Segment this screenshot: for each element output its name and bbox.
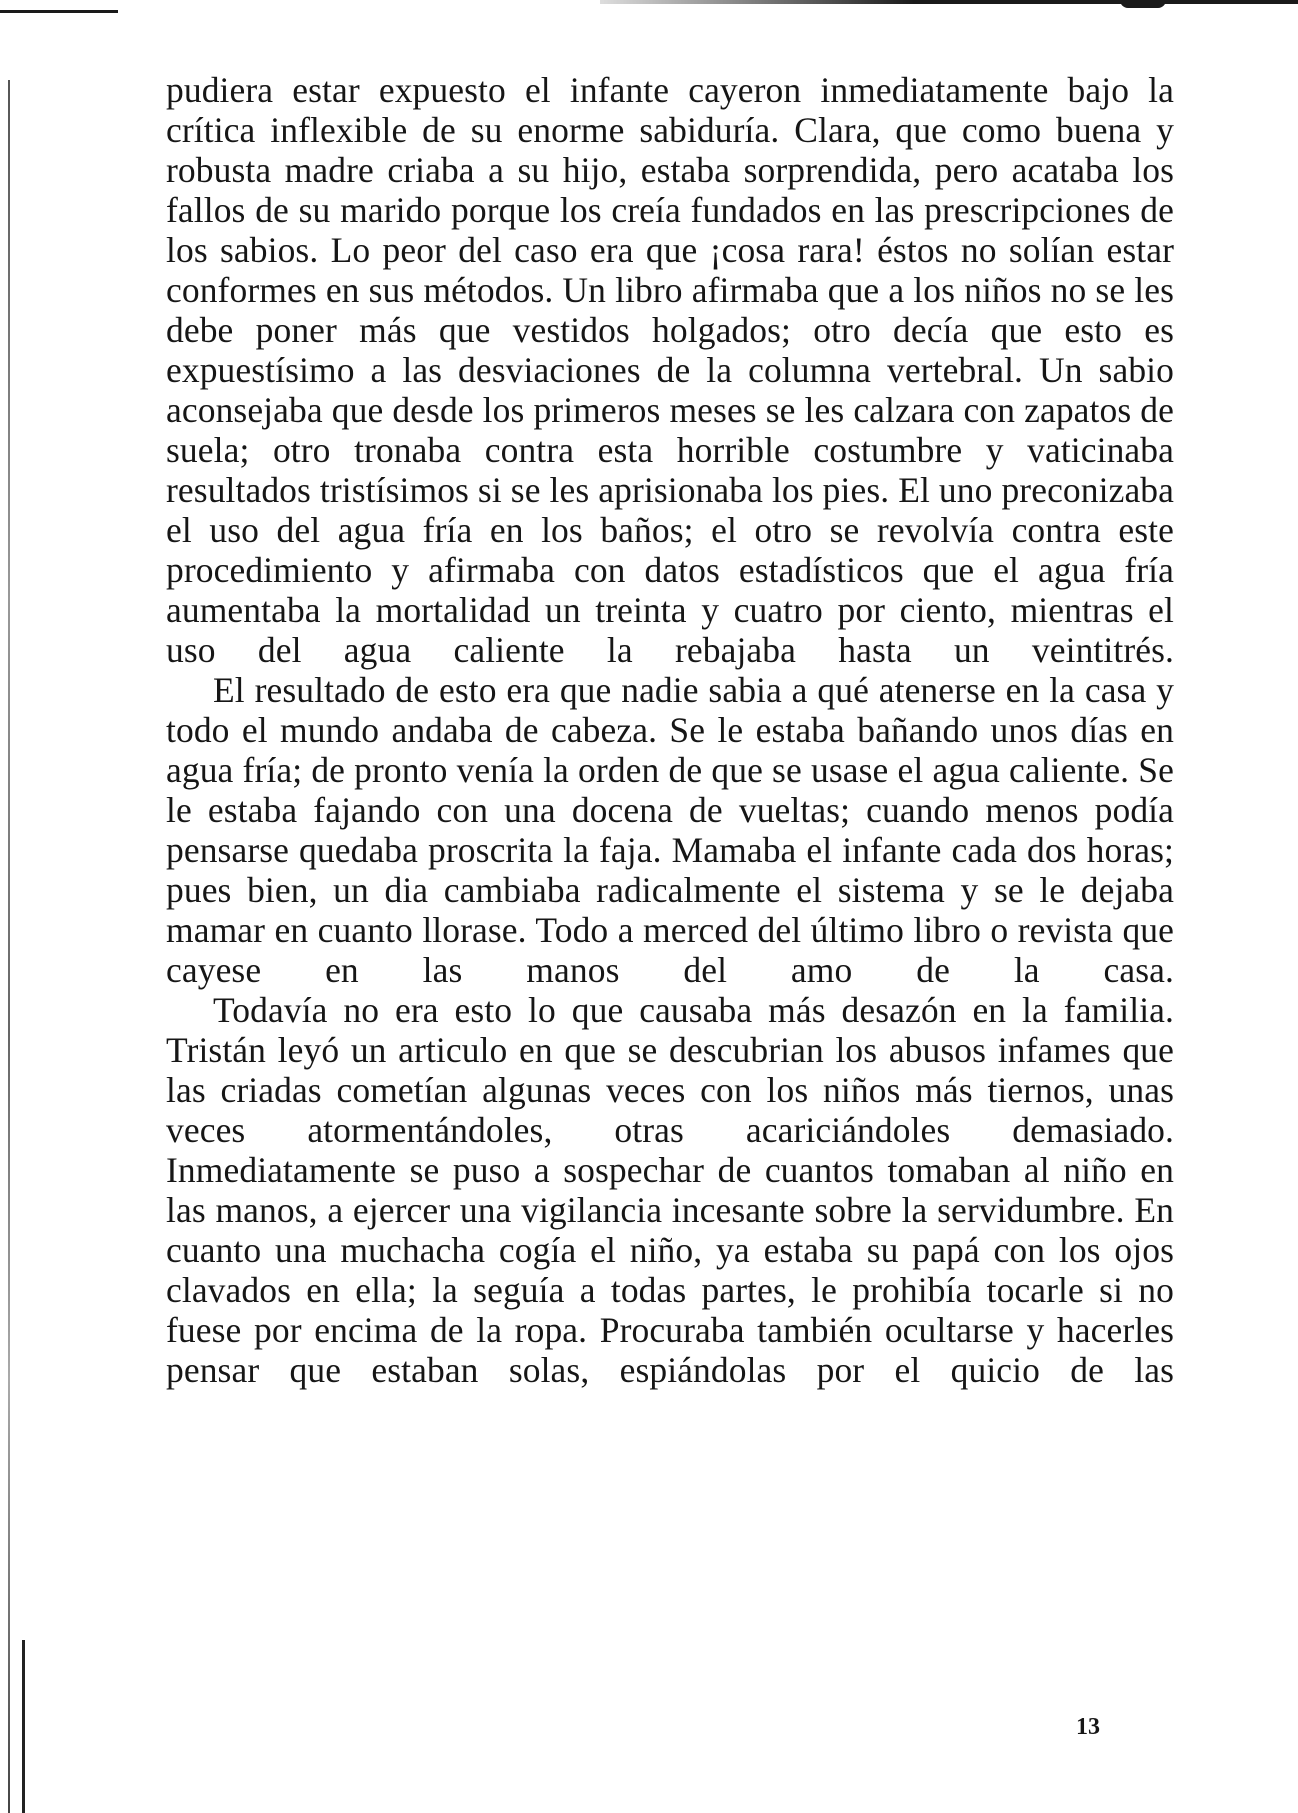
paragraph-2: El resultado de esto era que nadie sabia a qué atenerse en la casa y todo el mundo andaba de cabeza. Se le estaba bañando unos días en agua fría; de pronto venía la orden de que se usase el agua caliente. Se le estaba fajando con una docena de vueltas; cuando menos podía pensarse quedaba proscrita la faja. Mamaba el infante cada dos horas; pues bien, un dia cambiaba radicalmente el sistema y se le dejaba mamar en cuanto llorase. Todo a merced del último libro o revista que cayese en las manos del amo de la casa. bbox=[166, 670, 1174, 990]
page-left-edge bbox=[8, 80, 10, 1813]
top-left-rule bbox=[0, 10, 118, 13]
paragraph-1: pudiera estar expuesto el infante cayeron inmediatamente bajo la crítica inflexible de su enorme sabiduría. Clara, que como buena y robusta madre criaba a su hijo, estaba sorprendida, pero acataba los fallos de su marido porque los creía fundados en las prescripciones de los sabios. Lo peor del caso era que ¡cosa rara! éstos no solían estar conformes en sus métodos. Un libro afirmaba que a los niños no se les debe poner más que vestidos holgados; otro decía que esto es expuestísimo a las desviaciones de la columna vertebral. Un sabio aconsejaba que desde los primeros meses se les calzara con zapatos de suela; otro tronaba contra esta horrible costumbre y vaticinaba resultados tristísimos si se les aprisionaba los pies. El uno preconizaba el uso del agua fría en los baños; el otro se revolvía contra este procedimiento y afirmaba con datos estadísticos que el agua fría aumentaba la mortalidad un treinta y cuatro por ciento, mientras el uso del agua caliente la rebajaba hasta un veintitrés. bbox=[166, 70, 1175, 670]
page-number: 13 bbox=[1076, 1714, 1100, 1740]
cropped-header-mark bbox=[1120, 0, 1166, 8]
page-left-edge-shadow bbox=[22, 1640, 25, 1813]
paragraph-3: Todavía no era esto lo que causaba más desazón en la familia. Tristán leyó un articulo en que se descubrian los abusos infames que las criadas cometían algunas veces con los niños más tiernos, unas veces atormentándoles, otras acariciándoles demasiado. Inmediatamente se puso a sospechar de cuantos tomaban al niño en las manos, a ejercer una vigilancia incesante sobre la servidumbre. En cuanto una muchacha cogía el niño, ya estaba su papá con los ojos clavados en ella; la seguía a todas partes, le prohibía tocarle si no fuese por encima de la ropa. Procuraba también ocultarse y hacerles pensar que estaban solas, espiándolas por el quicio de las bbox=[166, 990, 1174, 1390]
top-right-rule bbox=[600, 0, 1298, 4]
page-body-text bbox=[166, 70, 1174, 1390]
